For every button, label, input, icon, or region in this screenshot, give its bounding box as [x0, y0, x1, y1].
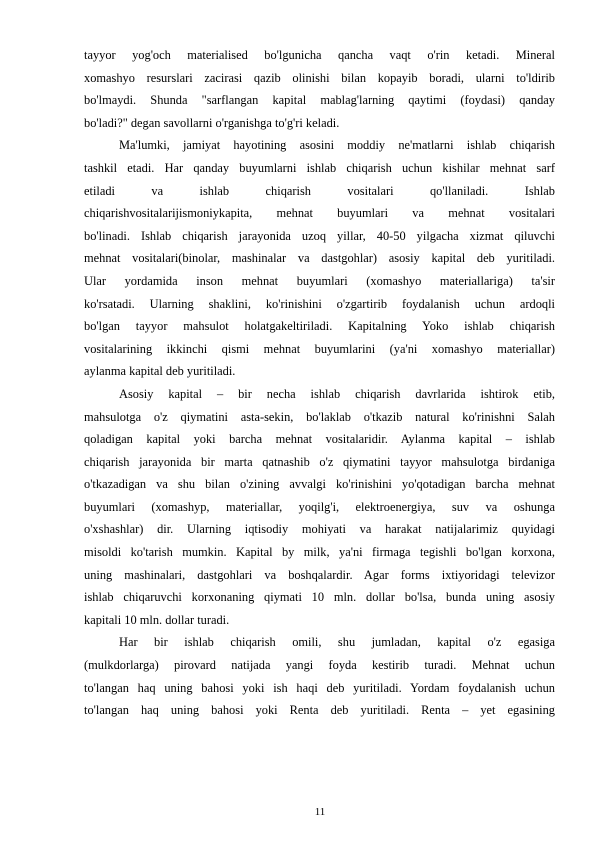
text-line: bo'ladi?" degan savollarni o'rganishga to'g'ri keladi.	[84, 115, 340, 130]
text-line: mahsulotga o'z qiymatini asta-sekin, bo'laklab o'tkazib natural ko'rinishni Salah	[84, 409, 555, 424]
text-line: aylanma kapital deb yuritiladi.	[84, 364, 236, 379]
text-line: chiqarishvositalarijismoniykapita, mehnat buyumlari va mehnat vositalari	[84, 206, 555, 221]
text-line: tashkil etadi. Har qanday buyumlarni ishlab chiqarish uchun kishilar mehnat sarf	[84, 160, 555, 175]
page-body	[84, 44, 555, 722]
text-line: vositalarining ikkinchi qismi mehnat buyumlarini (ya'ni xomashyo materiallar)	[84, 341, 555, 356]
text-line: Ular yordamida inson mehnat buyumlari (xomashyo materiallariga) ta'sir	[84, 273, 555, 288]
text-line: bo'lgan tayyor mahsulot holatgakeltiriladi. Kapitalning Yoko ishlab chiqarish	[84, 319, 555, 334]
text-line: qoladigan kapital yoki barcha mehnat vositalaridir. Aylanma kapital – ishlab	[84, 432, 555, 447]
text-line: buyumlari (xomashyp, materiallar, yoqilg'i, elektroenergiya, suv va oshunga	[84, 499, 555, 514]
text-line: tayyor yog'och materialised bo'lgunicha qancha vaqt o'rin ketadi. Mineral	[84, 48, 555, 62]
text-line: o'tkazadigan va shu bilan o'zining avvalgi ko'rinishini yo'qotadigan barcha mehnat	[84, 477, 555, 492]
text-line: (mulkdorlarga) pirovard natijada yangi foyda kestirib turadi. Mehnat uchun	[84, 658, 555, 673]
text-line: mehnat vositalari(binolar, mashinalar va dastgohlar) asosiy kapital deb yuritiladi.	[84, 251, 555, 266]
text-line: kapitali 10 mln. dollar turadi.	[84, 612, 230, 627]
text-line: ishlab chiqaruvchi korxonaning qiymati 10 mln. dollar bo'lsa, bunda uning asosiy	[84, 590, 555, 605]
text-line: to'langan haq uning bahosi yoki ish haqi deb yuritiladi. Yordam foydalanish uchun	[84, 680, 555, 695]
page-number: 11	[314, 806, 326, 818]
text-line: to'langan haq uning bahosi yoki Renta deb yuritiladi. Renta – yet egasining	[84, 703, 555, 718]
text-line: chiqarish jarayonida bir marta qatnashib o'z qiymatini tayyor mahsulotga birdaniga	[84, 454, 555, 469]
text-line: xomashyo resurslari zacirasi qazib olinishi bilan kopayib boradi, ularni to'ldirib	[84, 70, 555, 85]
paragraph-first-line: Asosiy kapital – bir necha ishlab chiqarish davrlarida ishtirok etib,	[119, 386, 555, 401]
text-line: ko'rsatadi. Ularning shaklini, ko'rinishini o'zgartirib foydalanish uchun ardoqli	[84, 296, 555, 311]
paragraph-first-line: Ma'lumki, jamiyat hayotining asosini moddiy ne'matlarni ishlab chiqarish	[119, 138, 555, 153]
text-line: bo'lmaydi. Shunda "sarflangan kapital mablag'larning qaytimi (foydasi) qanday	[84, 93, 555, 108]
text-line: etiladi va ishlab chiqarish vositalari qo'llaniladi. Ishlab	[84, 183, 555, 198]
text-line: misoldi ko'tarish mumkin. Kapital by milk, ya'ni firmaga tegishli bo'lgan korxona,	[84, 545, 555, 560]
text-line: o'xshashlar) dir. Ularning iqtisodiy mohiyati va harakat natijalarimiz quyidagi	[84, 522, 555, 537]
text-line: uning mashinalari, dastgohlari va boshqalardir. Agar forms ixtiyoridagi televizor	[84, 567, 555, 582]
paragraph-first-line: Har bir ishlab chiqarish omili, shu jumladan, kapital o'z egasiga	[119, 635, 555, 650]
text-line: bo'linadi. Ishlab chiqarish jarayonida uzoq yillar, 40-50 yilgacha xizmat qiluvchi	[84, 228, 555, 243]
